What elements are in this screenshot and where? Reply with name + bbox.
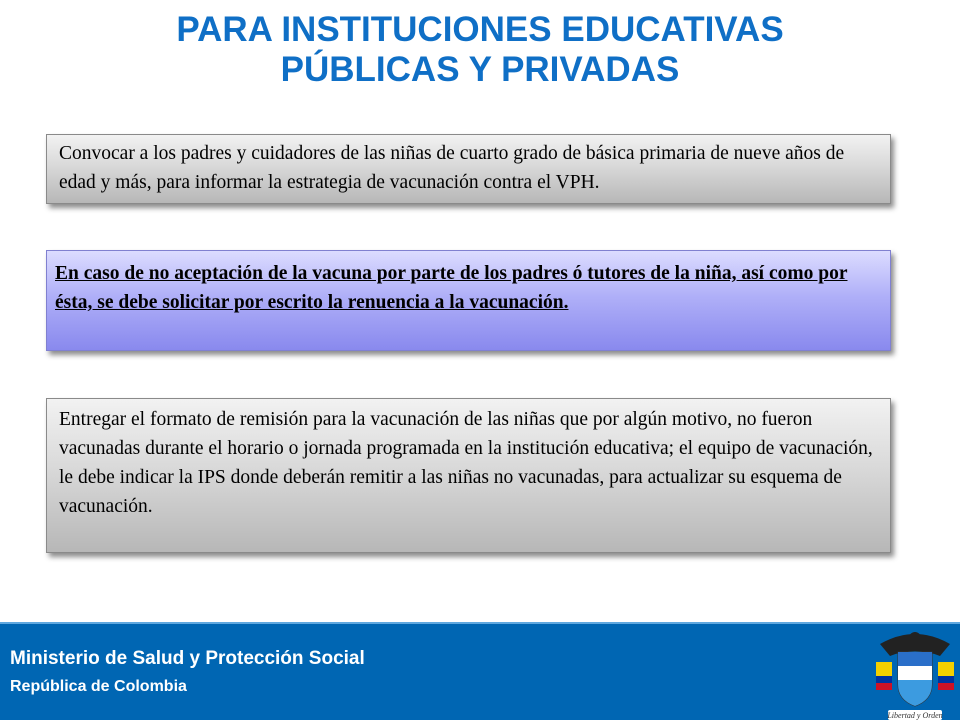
coat-of-arms-icon bbox=[870, 624, 960, 722]
page-title bbox=[0, 10, 960, 90]
footer-country: República de Colombia bbox=[10, 678, 187, 695]
info-box-remision: Entregar el formato de remisión para la vacunación de las niñas que por algún motivo, no fueron vacunadas durante el horario o jornada programada en la institución educativa; el equipo de vacunación, le debe indicar la IPS donde deberán remitir a las niñas no vacunadas, para actualizar su esquema de vacunación. bbox=[46, 398, 891, 553]
info-box-convocar: Convocar a los padres y cuidadores de las niñas de cuarto grado de básica primaria de nueve años de edad y más, para informar la estrategia de vacunación contra el VPH. bbox=[46, 134, 891, 204]
footer-organization: Ministerio de Salud y Protección Social bbox=[10, 648, 365, 669]
emblem-motto: Libertad y Orden bbox=[887, 711, 943, 720]
footer-bar bbox=[0, 622, 960, 720]
page-title-line-1: PARA INSTITUCIONES EDUCATIVAS bbox=[176, 10, 784, 49]
page-title-line-2: PÚBLICAS Y PRIVADAS bbox=[280, 50, 680, 89]
info-box-renuencia: En caso de no aceptación de la vacuna por parte de los padres ó tutores de la niña, así como por ésta, se debe solicitar por escrito la renuencia a la vacunación. bbox=[46, 250, 891, 351]
